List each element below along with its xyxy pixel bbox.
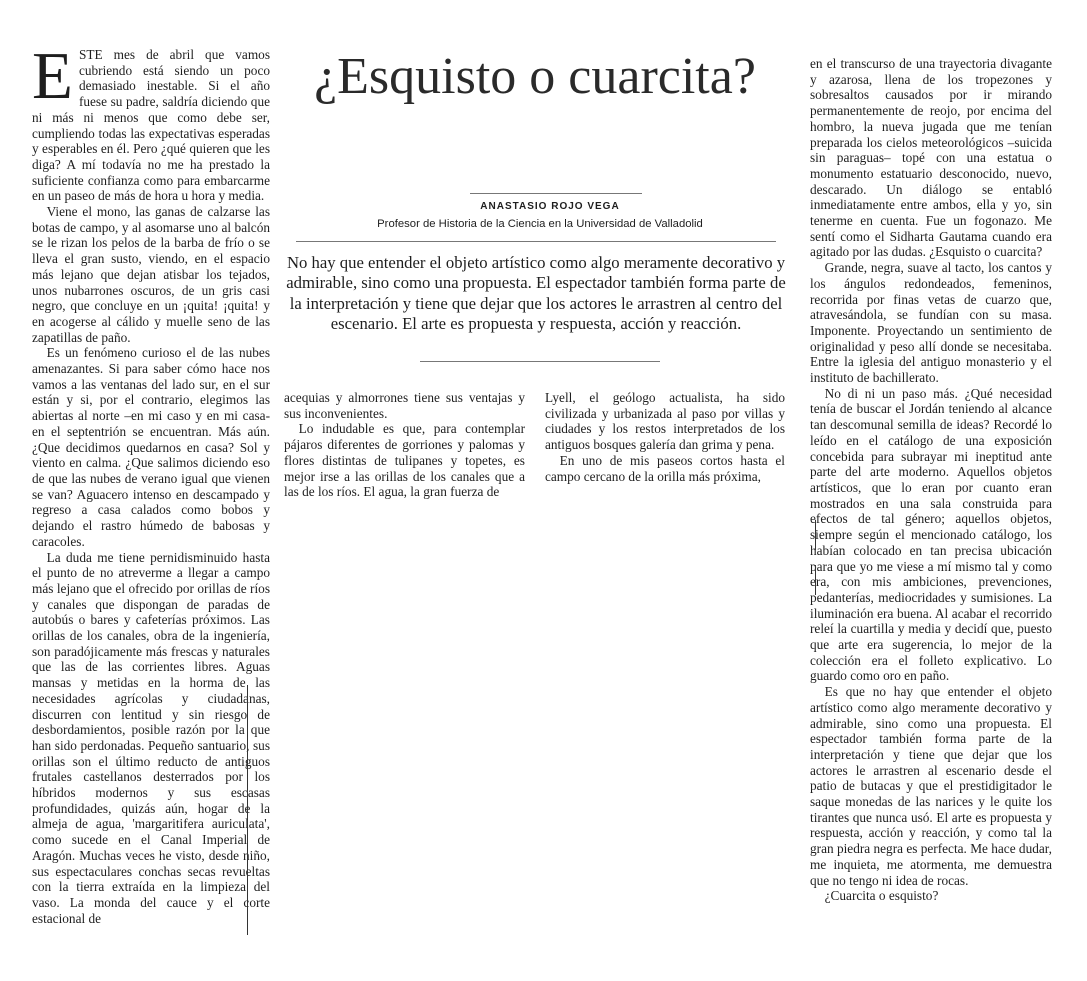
article-title: ¿Esquisto o cuarcita? [314,48,756,105]
body-column-3 [545,390,785,500]
margin-mark [815,565,816,595]
body-column-1 [32,47,270,947]
paragraph: Grande, negra, suave al tacto, los cantos y los ángulos redondeados, femeninos, recorrida por finas vetas de cuarzo que, atravesándola, se fundían con su masa. Imponente. Proyectando un sentimiento de originalidad y peso allí donde se necesitaba. Entre la iglesia del antiguo monasterio y el instituto de bachillerato. [810,260,1052,386]
paragraph: Viene el mono, las ganas de calzarse las botas de campo, y al asomarse uno al balcón se le rizan los pelos de la barba de frío o se lleva el gran susto, viendo, en el espacio más lejano que dejan atisbar los tejados, unos nubarrones oscuros, de un gris casi negro, que concluye en un ¡quita! ¡quita! y en acogerse al cálido y muelle seno de las zapatillas de paño. [32,204,270,345]
paragraph: ¿Cuarcita o esquisto? [824,888,939,904]
body-column-2 [284,390,525,500]
divider [420,361,660,362]
paragraph: Es que no hay que entender el objeto artístico como algo meramente decorativo y admirable, sino como una propuesta. El espectador también forma parte de la interpretación y tiene que dejar que los actores le arrastren al escenario desde el patio de butacas y que el prestidigitador le saque monedas de las narices y le quite los tirantes que nunca usó. El arte es propuesta y respuesta, acción y reacción, y como tal la gran piedra negra es perfecta. Me hace dudar, me inquieta, me atormenta, me demuestra que no tengo ni idea de rocas. [810,684,1052,888]
divider [470,193,642,194]
paragraph: ESTE mes de abril que vamos cubriendo está siendo un poco demasiado inestable. Si el año fuese su padre, saldría diciendo que ni más ni menos que como debe ser, cumpliendo todas las expectativas esperadas y esperables en él. Pero ¿qué quieren que les diga? A mí todavía no me ha prestado la suficiente confianza como para embarcarme en un paseo de más de hora u hora y media. [32,47,270,204]
paragraph: Es un fenómeno curioso el de las nubes amenazantes. Si para saber cómo hace nos vamos a las ventanas del lado sur, en el sur están y si, por el contrario, elegimos las abiertas al norte –en mi caso y en mi casa- en el septentrión se encuentran. Más aún. ¿Que decidimos quedarnos en casa? Sol y viento en calma. ¿Que salimos diciendo eso de que las nubes de verano igual que vienen se van? Aguacero intenso en descampado y regreso a casa calados como bobos y dejando el rastro húmedo de babosas y caracoles. [32,345,270,549]
paragraph: La duda me tiene pernidisminuido hasta el punto de no atreverme a llegar a campo más lejano que el ofrecido por orillas de ríos y canales que dispongan de paradas de autobús o bares y cafeterías próximos. Las orillas de los canales, obra de la ingeniería, son paradójicamente más frescas y naturales que las de las corrientes libres. Aguas mansas y metidas en la horma de las necesidades agrícolas y ciudadanas, discurren con lentitud y sin riesgo de desbordamientos, posible razón por la que han sido perdonadas. Pequeño santuario, sus orillas son el último reducto de antiguos frutales castellanos desterrados por los híbridos modernos y sus escasas profundidades, quizás aún, hogar de la almeja de agua, 'margaritifera auriculata', como sucede en el Canal Imperial de Aragón. Muchas veces he visto, desde niño, sus espectaculares conchas secas revueltas con la tierra extraída en la limpieza del vaso. La monda del cauce y el corte estacional de [32,549,270,926]
paragraph: No di ni un paso más. ¿Qué necesidad tenía de buscar el Jordán teniendo al alcance tan descomunal semilla de ideas? Recordé lo leído en el catálogo de una exposición concebida para subrayar mi ineptitud ante parte del arte moderno. Aquellos objetos artísticos, que lo eran por cuanto eran mostrados en una sala construida para efectos de tal género; aquellos objetos, siempre según el mencionado catálogo, los habían colocado en tan precisa ubicación para que yo me viese a mí mismo tal y como era, con mis ambiciones, prevenciones, pedanterías, mediocridades y sumisiones. La iluminación era buena. Al acabar el recorrido releí la cuartilla y media y decidí que, puesto que arte era sugerencia, lo mejor de la colección era el folleto explicativo. Lo guardo como oro en paño. [810,385,1052,684]
paragraph: Lo indudable es que, para contemplar pájaros diferentes de gorriones y palomas y flores distintas de tulipanes y topetes, es mejor irse a las orillas de los canales que a las de los ríos. El agua, la gran fuerza de [284,421,525,500]
paragraph: En uno de mis paseos cortos hasta el campo cercano de la orilla más próxima, [545,452,785,484]
drop-cap: E [32,47,73,113]
margin-mark [815,520,816,550]
margin-mark [247,685,248,935]
paragraph: acequias y almorrones tiene sus ventajas y sus inconvenientes. [284,390,525,421]
paragraph: en el transcurso de una trayectoria divagante y azarosa, llena de los tropezones y sobresaltos causados por ir mirando permanentemente de reojo, por encima del hombro, la nueva jugada que me tenían preparada los cielos meteorológicos –suicida sin paraguas– topé con una estatua o monumento estatuario desconocido, nuevo, descarado. Un diálogo se entabló inmediatamente entre ambos, ella y yo, sin tenerme en cuenta. Fue un fogonazo. Me sentí como el Sidharta Gautama cuando era agitado por las dudas. ¿Esquisto o cuarcita? [810,56,1052,260]
lead-paragraph: No hay que entender el objeto artístico como algo meramente decorativo y admirable, sino como una propuesta. El espectador también forma parte de la interpretación y tiene que dejar que los actores le arrastren al centro del escenario. El arte es propuesta y respuesta, acción y reacción. [286,253,786,333]
divider [296,241,776,242]
author-affiliation: Profesor de Historia de la Ciencia en la Universidad de Valladolid [377,218,703,230]
paragraph: Lyell, el geólogo actualista, ha sido civilizada y urbanizada al paso por villas y ciudades y los restos interpretados de los antiguos bosques galería dan grima y pena. [545,390,785,453]
author-name: ANASTASIO ROJO VEGA [480,201,620,212]
body-column-4 [810,56,1052,951]
